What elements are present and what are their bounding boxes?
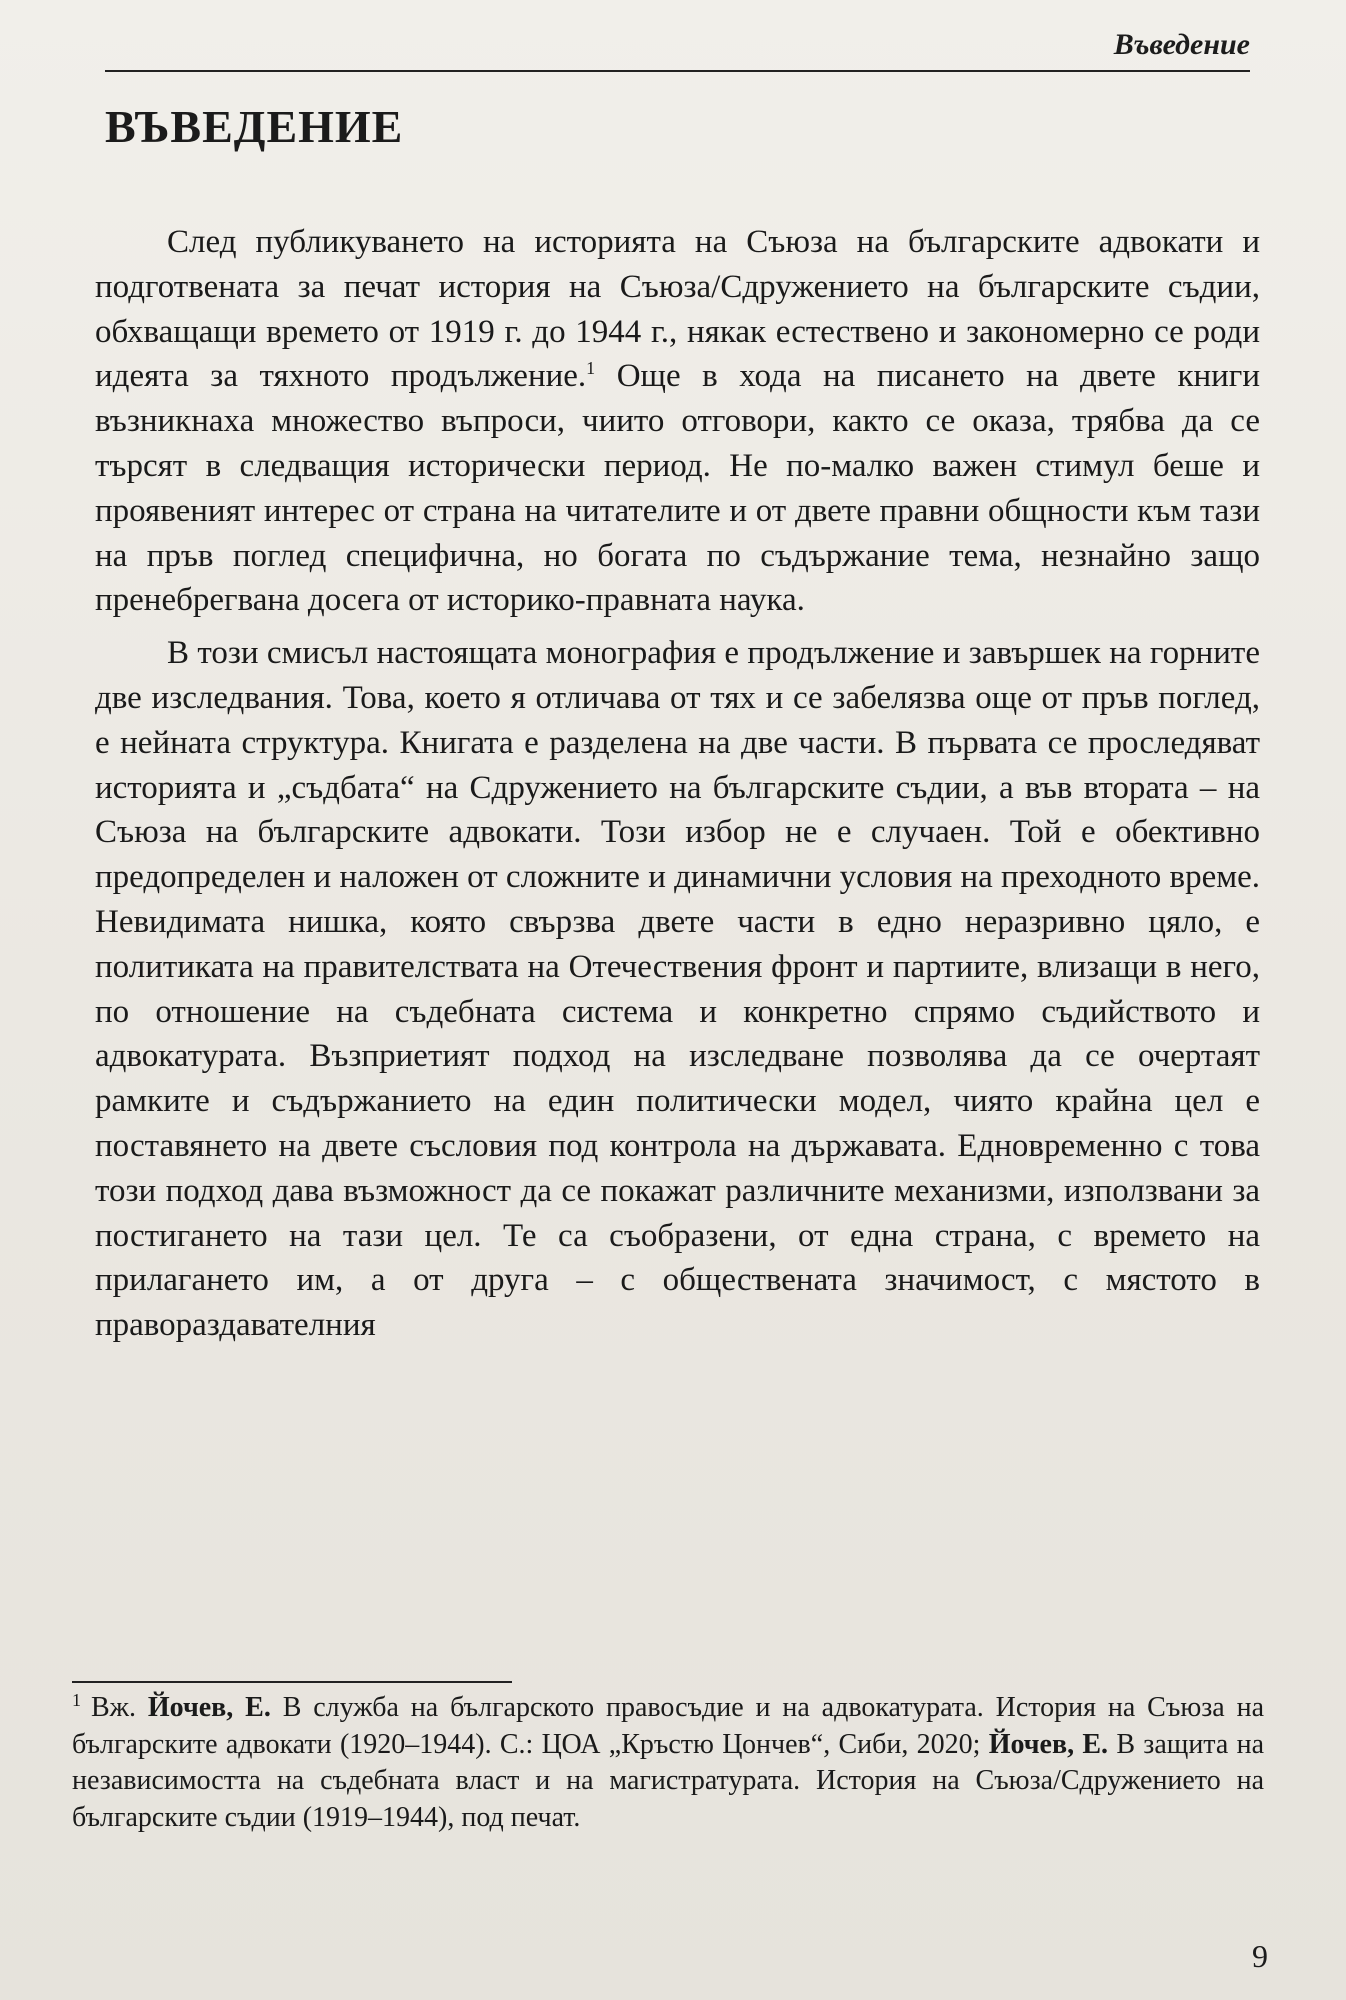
chapter-title: ВЪВЕДЕНИЕ bbox=[105, 101, 404, 152]
running-head bbox=[105, 26, 1250, 72]
footnote-author-2: Йочев, Е. bbox=[988, 1728, 1109, 1760]
body-text bbox=[95, 220, 1260, 1348]
page-number: 9 bbox=[1252, 1938, 1268, 1974]
paragraph-2: В този смисъл настоящата монография е продължение и завършек на горните две изследвания. Това, което я отличава от тях и се забелязва още от пръв поглед, е нейната структура. Книгата е разделена на две части. В първата се проследяват историята и „съдбата“ на Сдружението на българските съдии, а във втората – на Съюза на българските адвокати. Този избор не е случаен. Той е обективно предопределен и наложен от сложните и динамични условия на преходното време. Невидимата нишка, която свързва двете части в едно неразривно цяло, е политиката на правителствата на Отечествения фронт и партиите, влизащи в него, по отношение на съдебната система и конкретно спрямо съдийството и адвокатурата. Възприетият подход на изследване позволява да се очертаят рамките и съдържанието на един политически модел, чиято крайна цел е поставянето на двете съсловия под контрола на държавата. Едновременно с това този подход дава възможност да се покажат различните механизми, използвани за постигането на тази цел. Те са съобразени, от една страна, с времето на прилагането им, а от друга – с обществената значимост, с мястото в правораздавателния bbox=[95, 635, 1260, 1344]
footnote-divider bbox=[72, 1681, 512, 1683]
paragraph-1 bbox=[95, 220, 1260, 623]
footnote-author-1: Йочев, Е. bbox=[147, 1692, 271, 1723]
running-head-title: Въведение bbox=[1113, 28, 1250, 61]
footnote bbox=[72, 1690, 1264, 1836]
footnote-text-2: В защита на независимостта на съдебната власт и на магистратурата. История на Съюза/Сдружението на българските съдии (1919–1944), под печат. bbox=[72, 1728, 1265, 1833]
footnote-reference: 1 bbox=[586, 358, 596, 379]
footnote-number: 1 bbox=[72, 1689, 81, 1710]
paragraph-1-continuation: Още в хода на писането на двете книги възникнаха множество въпроси, чиито отговори, както се оказа, трябва да се търсят в следващия исторически период. Не по-малко важен стимул беше и проявеният интерес от страна на читателите и от двете правни общности към тази на пръв поглед специфична, но богата по съдържание тема, незнайно защо пренебрегвана досега от историко-правната наука. bbox=[95, 358, 1260, 619]
paragraph-1-text: След публикуването на историята на Съюза на българските адвокати и подготвената за печат история на Съюза/Сдружението на българските съдии, обхващащи времето от 1919 г. до 1944 г., някак естествено и закономерно се роди идеята за тяхното продължение. bbox=[95, 224, 1260, 395]
footnote-lead: Вж. bbox=[91, 1692, 137, 1723]
footnote-text-1: В служба на българското правосъдие и на адвокатурата. История на Съюза на българските адвокати (1920–1944). С.: ЦОА „Кръстю Цончев“, Сиби, 2020; bbox=[72, 1692, 1265, 1760]
